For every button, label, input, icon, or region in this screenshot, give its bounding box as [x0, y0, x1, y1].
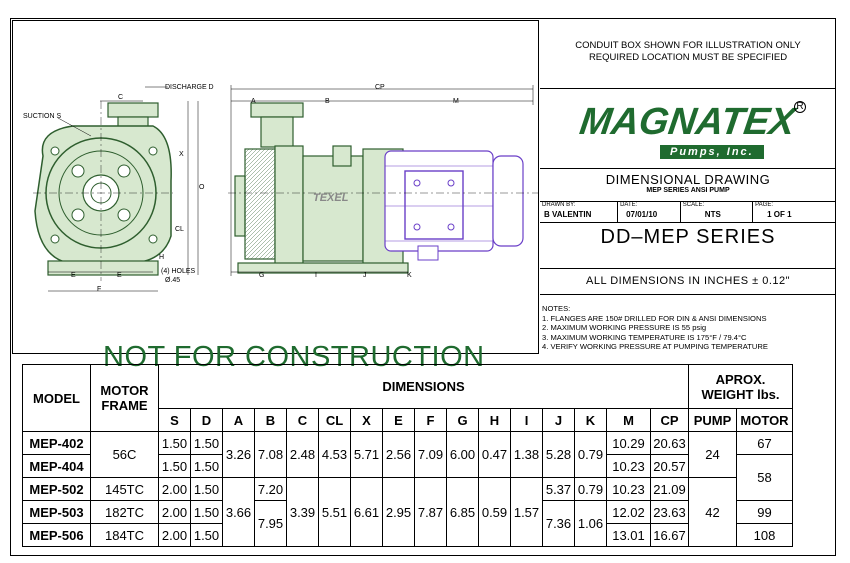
model-cell: MEP-502 [23, 478, 91, 501]
cell-j: 7.36 [543, 501, 575, 547]
cell-e: 2.56 [383, 432, 415, 478]
dim-x-label: X [179, 151, 184, 158]
subtitle-text: MEP SERIES ANSI PUMP [646, 187, 730, 194]
logo [540, 88, 836, 168]
holes-label: (4) HOLES [161, 268, 196, 275]
brand-sub: Pumps, Inc. [660, 145, 764, 159]
dim-a-label: A [251, 98, 256, 105]
col-header: D [191, 409, 223, 432]
header-weight-lbs: WEIGHT lbs. [701, 386, 780, 402]
notice-line-1: CONDUIT BOX SHOWN FOR ILLUSTRATION ONLY [575, 40, 801, 51]
cell-h: 0.59 [479, 478, 511, 547]
title-text: DIMENSIONAL DRAWING [605, 172, 771, 187]
cell-pump-weight: 42 [689, 478, 737, 547]
dim-b-label: B [325, 98, 330, 105]
model-cell: MEP-402 [23, 432, 91, 455]
cell-d: 1.50 [191, 524, 223, 547]
cell-m: 12.02 [607, 501, 651, 524]
cell-cp: 23.63 [651, 501, 689, 524]
all-dimensions-note: ALL DIMENSIONS IN INCHES ± 0.12" [540, 268, 836, 295]
col-header: X [351, 409, 383, 432]
note-item: 3. MAXIMUM WORKING TEMPERATURE IS 175°F / 79.4°C [542, 332, 747, 342]
cell-g: 6.00 [447, 432, 479, 478]
cell-s: 2.00 [159, 524, 191, 547]
cell-g: 6.85 [447, 478, 479, 547]
col-header: M [607, 409, 651, 432]
dim-e-label-left: E [71, 272, 76, 279]
dim-k-label: K [407, 272, 412, 279]
drawn-by-label: DRAWN BY: [542, 202, 576, 208]
pump-side-view [228, 103, 538, 273]
header-motor-weight: MOTOR [737, 409, 793, 432]
header-weight [689, 365, 793, 409]
header-motor: MOTOR [100, 383, 149, 398]
date-value: 07/01/10 [626, 210, 658, 219]
col-header: H [479, 409, 511, 432]
col-header: A [223, 409, 255, 432]
dim-j-label: J [363, 272, 367, 279]
cell-s: 2.00 [159, 478, 191, 501]
dim-cl-label: CL [175, 226, 184, 233]
pump-front-view [33, 101, 173, 281]
drawn-by-cell [540, 202, 618, 222]
cell-k: 1.06 [575, 501, 607, 547]
cell-s: 1.50 [159, 432, 191, 455]
frame-cell: 184TC [91, 524, 159, 547]
cell-f: 7.87 [415, 478, 447, 547]
col-header: B [255, 409, 287, 432]
table-row [23, 478, 793, 501]
cell-motor-weight: 58 [737, 455, 793, 501]
scale-cell [681, 202, 753, 222]
date-cell [618, 202, 681, 222]
cell-cp: 16.67 [651, 524, 689, 547]
notice-line-2: REQUIRED LOCATION MUST BE SPECIFIED [588, 52, 788, 63]
cell-c: 2.48 [287, 432, 319, 478]
scale-label: SCALE: [682, 202, 705, 208]
holes-diameter-label: Ø.45 [165, 277, 181, 284]
scale-value: NTS [704, 210, 721, 219]
cell-motor-weight: 108 [737, 524, 793, 547]
drawn-by-value: B VALENTIN [544, 210, 592, 219]
series-title: DD–MEP SERIES [600, 226, 776, 248]
pump-drawing [13, 21, 540, 355]
dim-e-label-right: E [117, 272, 122, 279]
date-label: DATE: [620, 202, 638, 208]
cell-a: 3.26 [223, 432, 255, 478]
dim-i-label: I [315, 272, 317, 279]
cell-d: 1.50 [191, 455, 223, 478]
notes-heading: NOTES: [542, 304, 571, 313]
cell-d: 1.50 [191, 501, 223, 524]
notes [542, 304, 836, 352]
cell-b: 7.08 [255, 432, 287, 478]
cell-m: 10.29 [607, 432, 651, 455]
registered-icon: R [794, 101, 806, 113]
cell-x: 6.61 [351, 478, 383, 547]
cell-s: 1.50 [159, 455, 191, 478]
page-label: PAGE: [755, 202, 774, 208]
dim-m-label: M [453, 98, 459, 105]
header-dimensions: DIMENSIONS [159, 365, 689, 409]
dim-o-label: O [199, 184, 205, 191]
discharge-label: DISCHARGE D [165, 84, 214, 91]
cell-i: 1.57 [511, 478, 543, 547]
dim-cp-label: CP [375, 84, 385, 91]
cell-f: 7.09 [415, 432, 447, 478]
page-value: 1 OF 1 [767, 210, 792, 219]
col-header: E [383, 409, 415, 432]
conduit-notice [540, 40, 836, 64]
cell-pump-weight: 24 [689, 432, 737, 478]
col-header: F [415, 409, 447, 432]
dim-c-label: C [118, 94, 124, 101]
cell-cl: 5.51 [319, 478, 351, 547]
cell-m: 10.23 [607, 478, 651, 501]
table-row [23, 432, 793, 455]
col-header: G [447, 409, 479, 432]
cell-m: 10.23 [607, 455, 651, 478]
cell-h: 0.47 [479, 432, 511, 478]
cell-j: 5.37 [543, 478, 575, 501]
col-header: K [575, 409, 607, 432]
suction-label: SUCTION S [23, 113, 62, 120]
cell-k: 0.79 [575, 478, 607, 501]
drawing-title [540, 168, 836, 201]
dim-h-label: H [159, 254, 165, 261]
model-cell: MEP-506 [23, 524, 91, 547]
header-frame: FRAME [101, 398, 148, 413]
dim-f-label: F [97, 286, 102, 293]
note-item: 4. VERIFY WORKING PRESSURE AT PUMPING TEMPERATURE [542, 342, 768, 352]
dimensions-table [22, 364, 793, 547]
header-aprox: APROX. [715, 371, 766, 387]
cell-motor-weight: 99 [737, 501, 793, 524]
col-header: CL [319, 409, 351, 432]
note-item: 2. MAXIMUM WORKING PRESSURE IS 55 psig [542, 323, 707, 333]
cell-d: 1.50 [191, 432, 223, 455]
cell-motor-weight: 67 [737, 432, 793, 455]
brand-name: MAGNATEX [577, 101, 798, 143]
drawing-area [12, 20, 539, 373]
title-block [540, 20, 836, 354]
frame-cell: 182TC [91, 501, 159, 524]
col-header: CP [651, 409, 689, 432]
cell-d: 1.50 [191, 478, 223, 501]
texel-label: TEXEL [313, 192, 349, 204]
header-pump: PUMP [689, 409, 737, 432]
cell-i: 1.38 [511, 432, 543, 478]
note-item: 1. FLANGES ARE 150# DRILLED FOR DIN & ANSI DIMENSIONS [542, 313, 767, 323]
cell-c: 3.39 [287, 478, 319, 547]
header-model: MODEL [23, 365, 91, 432]
not-for-construction: NOT FOR CONSTRUCTION [103, 341, 485, 373]
model-cell: MEP-404 [23, 455, 91, 478]
cell-a: 3.66 [223, 478, 255, 547]
cell-x: 5.71 [351, 432, 383, 478]
header-motor-frame [91, 365, 159, 432]
cell-s: 2.00 [159, 501, 191, 524]
col-header: S [159, 409, 191, 432]
cell-cp: 20.57 [651, 455, 689, 478]
col-header: C [287, 409, 319, 432]
cell-cl: 4.53 [319, 432, 351, 478]
dim-g-label: G [259, 272, 265, 279]
col-header: J [543, 409, 575, 432]
cell-b: 7.20 [255, 478, 287, 501]
cell-e: 2.95 [383, 478, 415, 547]
page-cell [753, 202, 836, 222]
cell-j: 5.28 [543, 432, 575, 478]
frame-cell: 145TC [91, 478, 159, 501]
cell-cp: 20.63 [651, 432, 689, 455]
cell-m: 13.01 [607, 524, 651, 547]
model-cell: MEP-503 [23, 501, 91, 524]
cell-k: 0.79 [575, 432, 607, 478]
cell-b: 7.95 [255, 501, 287, 547]
frame-cell: 56C [91, 432, 159, 478]
col-header: I [511, 409, 543, 432]
cell-cp: 21.09 [651, 478, 689, 501]
info-row [540, 201, 836, 223]
